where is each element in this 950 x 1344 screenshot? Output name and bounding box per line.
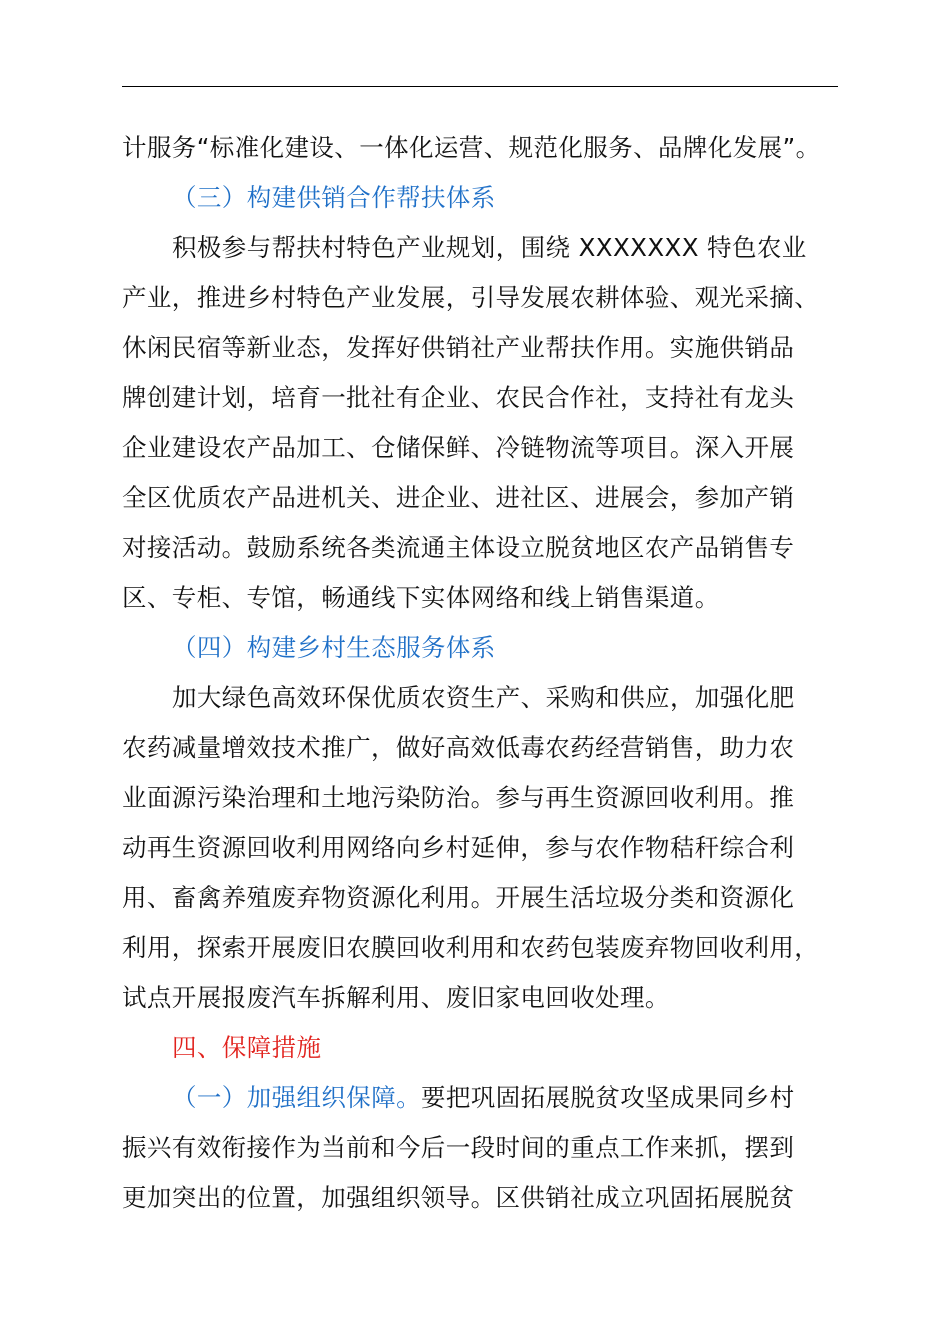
paragraph-line: 更加突出的位置，加强组织领导。区供销社成立巩固拓展脱贫 bbox=[122, 1183, 795, 1212]
paragraph-line: 加大绿色高效环保优质农资生产、采购和供应，加强化肥 bbox=[172, 683, 795, 712]
chapter-heading-safeguards: 四、保障措施 bbox=[172, 1033, 322, 1062]
paragraph-line: 动再生资源回收利用网络向乡村延伸，参与农作物秸秆综合利 bbox=[122, 833, 795, 862]
paragraph-line-with-lead bbox=[172, 1082, 795, 1114]
paragraph-line: 产业，推进乡村特色产业发展，引导发展农耕体验、观光采摘、 bbox=[122, 283, 820, 312]
paragraph-line: 试点开展报废汽车拆解利用、废旧家电回收处理。 bbox=[122, 983, 670, 1012]
paragraph-line: 农药减量增效技术推广，做好高效低毒农药经营销售，助力农 bbox=[122, 733, 795, 762]
paragraph-line: 利用，探索开展废旧农膜回收利用和农药包装废弃物回收利用， bbox=[122, 933, 820, 962]
paragraph-line: 振兴有效衔接作为当前和今后一段时间的重点工作来抓，摆到 bbox=[122, 1133, 795, 1162]
paragraph-text: 要把巩固拓展脱贫攻坚成果同乡村 bbox=[421, 1083, 795, 1112]
paragraph-line: 牌创建计划，培育一批社有企业、农民合作社，支持社有龙头 bbox=[122, 383, 795, 412]
section-heading-three: （三）构建供销合作帮扶体系 bbox=[172, 183, 496, 212]
paragraph-line: 企业建设农产品加工、仓储保鲜、冷链物流等项目。深入开展 bbox=[122, 433, 795, 462]
subsection-lead: （一）加强组织保障。 bbox=[172, 1083, 421, 1112]
paragraph-line: 积极参与帮扶村特色产业规划，围绕 XXXXXXX 特色农业 bbox=[172, 233, 807, 262]
paragraph-line: 区、专柜、专馆，畅通线下实体网络和线上销售渠道。 bbox=[122, 583, 720, 612]
section-heading-four: （四）构建乡村生态服务体系 bbox=[172, 633, 496, 662]
paragraph-line: 休闲民宿等新业态，发挥好供销社产业帮扶作用。实施供销品 bbox=[122, 333, 795, 362]
paragraph-line: 计服务“标准化建设、一体化运营、规范化服务、品牌化发展”。 bbox=[122, 133, 821, 162]
paragraph-line: 全区优质农产品进机关、进企业、进社区、进展会，参加产销 bbox=[122, 483, 795, 512]
header-rule bbox=[122, 86, 838, 87]
paragraph-line: 业面源污染治理和土地污染防治。参与再生资源回收利用。推 bbox=[122, 783, 795, 812]
paragraph-line: 对接活动。鼓励系统各类流通主体设立脱贫地区农产品销售专 bbox=[122, 533, 795, 562]
paragraph-line: 用、畜禽养殖废弃物资源化利用。开展生活垃圾分类和资源化 bbox=[122, 883, 795, 912]
